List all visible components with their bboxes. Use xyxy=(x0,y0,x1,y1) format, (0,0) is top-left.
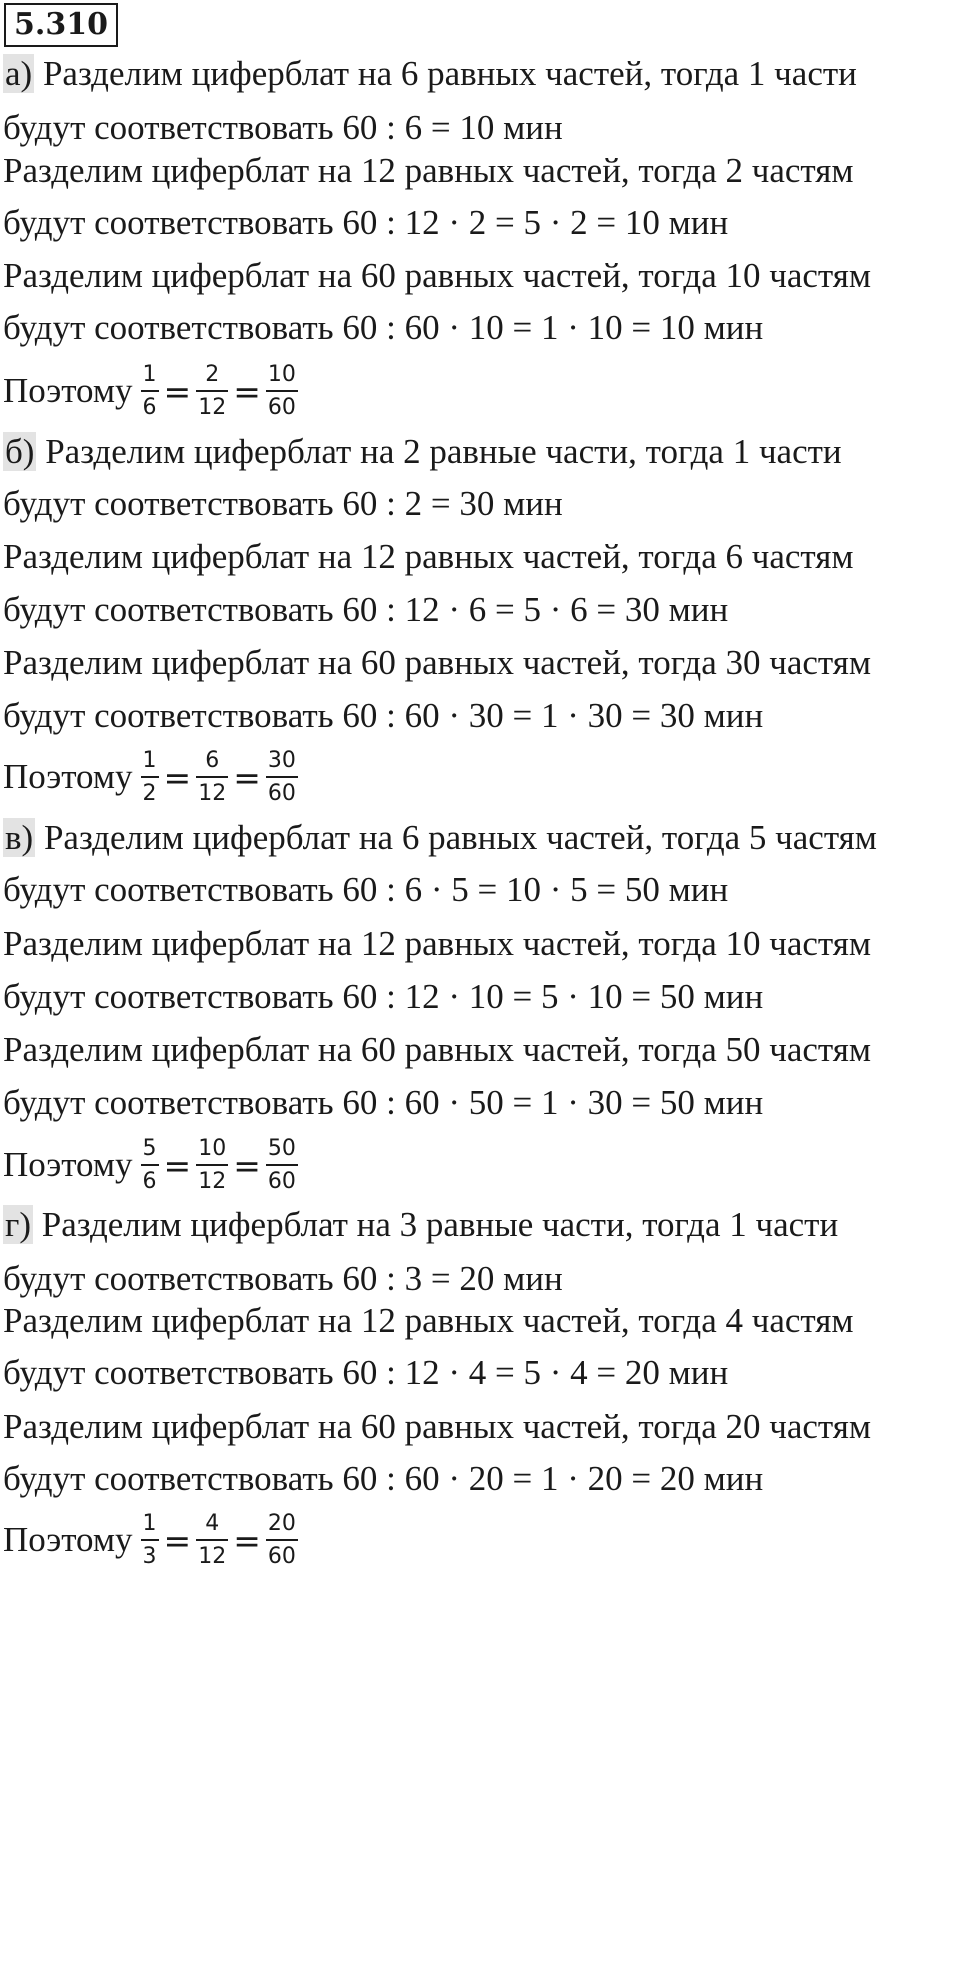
fraction-numerator: 1 xyxy=(142,361,157,387)
line-text: Разделим циферблат на 12 равных частей, тогда 6 частям xyxy=(3,537,854,576)
result-line xyxy=(3,356,298,426)
equals-sign: = xyxy=(233,1520,261,1560)
fraction-numerator: 2 xyxy=(205,361,220,387)
fraction-numerator: 20 xyxy=(267,1510,296,1536)
fraction xyxy=(266,1136,298,1195)
solution-line xyxy=(3,588,728,632)
solution-line xyxy=(3,201,728,245)
fraction-numerator: 50 xyxy=(267,1135,296,1161)
result-line xyxy=(3,1505,298,1575)
fraction xyxy=(196,1511,228,1570)
line-text: Разделим циферблат на 12 равных частей, тогда 4 частям xyxy=(3,1301,854,1340)
fraction-numerator: 4 xyxy=(205,1510,220,1536)
solution-line xyxy=(3,535,853,579)
fraction-denominator: 6 xyxy=(141,390,159,421)
fraction-denominator: 60 xyxy=(266,390,298,421)
fraction xyxy=(141,1136,159,1195)
line-text: будут соответствовать 60 : 12 · 10 = 5 · 10 = 50 мин xyxy=(3,977,764,1016)
solution-line xyxy=(3,106,563,150)
fraction-numerator: 30 xyxy=(267,747,296,773)
line-text: будут соответствовать 60 : 2 = 30 мин xyxy=(3,484,563,523)
section-first-line xyxy=(3,430,842,474)
equals-sign: = xyxy=(163,1145,192,1185)
solution-line xyxy=(3,975,763,1019)
fraction-numerator: 10 xyxy=(267,361,296,387)
fraction xyxy=(196,748,228,807)
fraction-numerator: 5 xyxy=(142,1135,157,1161)
fraction-denominator: 12 xyxy=(196,776,228,807)
result-line xyxy=(3,1130,298,1200)
line-text: Разделим циферблат на 3 равные части, тогда 1 части xyxy=(41,1205,839,1244)
section-first-line xyxy=(3,52,857,96)
solution-line xyxy=(3,482,563,526)
line-text: будут соответствовать 60 : 3 = 20 мин xyxy=(3,1259,563,1298)
fraction-denominator: 12 xyxy=(196,1539,228,1570)
solution-line xyxy=(3,1081,763,1125)
solution-line xyxy=(3,1299,853,1343)
solution-line xyxy=(3,1257,563,1301)
fraction-denominator: 12 xyxy=(196,1164,228,1195)
fraction-denominator: 3 xyxy=(141,1539,159,1570)
fraction xyxy=(141,1511,159,1570)
equals-sign: = xyxy=(233,371,261,411)
line-text: Разделим циферблат на 12 равных частей, тогда 10 частям xyxy=(3,924,871,963)
line-text: будут соответствовать 60 : 12 · 2 = 5 · 2 = 10 мин xyxy=(3,203,729,242)
line-text: будут соответствовать 60 : 6 · 5 = 10 · 5 = 50 мин xyxy=(3,870,729,909)
fraction-denominator: 12 xyxy=(196,390,228,421)
solution-line xyxy=(3,1457,763,1501)
solution-line xyxy=(3,868,728,912)
line-text: Разделим циферблат на 2 равные части, тогда 1 части xyxy=(45,432,842,471)
line-text: будут соответствовать 60 : 60 · 20 = 1 · 20 = 20 мин xyxy=(3,1459,764,1498)
solution-line xyxy=(3,694,763,738)
line-text: будут соответствовать 60 : 60 · 30 = 1 · 30 = 30 мин xyxy=(3,696,764,735)
fraction xyxy=(196,1136,228,1195)
solution-line xyxy=(3,641,871,685)
section-letter: а) xyxy=(5,54,33,93)
solution-line xyxy=(3,149,853,193)
fraction-numerator: 10 xyxy=(198,1135,227,1161)
solution-line xyxy=(3,1028,871,1072)
fraction xyxy=(141,748,159,807)
result-line xyxy=(3,742,298,812)
section-letter: в) xyxy=(5,818,34,857)
result-word: Поэтому xyxy=(3,371,133,410)
line-text: Разделим циферблат на 60 равных частей, тогда 30 частям xyxy=(3,643,871,682)
solution-line xyxy=(3,1351,728,1395)
equals-sign: = xyxy=(163,757,192,797)
solution-line xyxy=(3,922,871,966)
fraction-numerator: 1 xyxy=(142,1510,157,1536)
fraction-denominator: 60 xyxy=(266,776,298,807)
solution-line xyxy=(3,306,763,350)
fraction xyxy=(266,362,298,421)
fraction xyxy=(141,362,159,421)
fraction-denominator: 2 xyxy=(141,776,159,807)
equals-sign: = xyxy=(233,757,261,797)
line-text: будут соответствовать 60 : 12 · 4 = 5 · 4 = 20 мин xyxy=(3,1353,729,1392)
fraction-denominator: 60 xyxy=(266,1539,298,1570)
solution-line xyxy=(3,1405,871,1449)
line-text: Разделим циферблат на 12 равных частей, тогда 2 частям xyxy=(3,151,854,190)
section-letter: б) xyxy=(5,432,35,471)
equals-sign: = xyxy=(233,1145,261,1185)
line-text: будут соответствовать 60 : 60 · 10 = 1 · 10 = 10 мин xyxy=(3,308,764,347)
fraction-numerator: 6 xyxy=(205,747,220,773)
fraction-numerator: 1 xyxy=(142,747,157,773)
section-first-line xyxy=(3,816,877,860)
line-text: Разделим циферблат на 60 равных частей, тогда 50 частям xyxy=(3,1030,871,1069)
solution-line xyxy=(3,254,871,298)
fraction xyxy=(266,1511,298,1570)
equals-sign: = xyxy=(163,1520,192,1560)
section-first-line xyxy=(3,1203,838,1247)
line-text: будут соответствовать 60 : 12 · 6 = 5 · 6 = 30 мин xyxy=(3,590,729,629)
equals-sign: = xyxy=(163,371,192,411)
line-text: Разделим циферблат на 60 равных частей, тогда 20 частям xyxy=(3,1407,871,1446)
fraction-denominator: 6 xyxy=(141,1164,159,1195)
problem-number: 5.310 xyxy=(4,3,118,47)
section-letter: г) xyxy=(5,1205,32,1244)
fraction-denominator: 60 xyxy=(266,1164,298,1195)
fraction xyxy=(266,748,298,807)
line-text: Разделим циферблат на 60 равных частей, тогда 10 частям xyxy=(3,256,871,295)
line-text: Разделим циферблат на 6 равных частей, тогда 1 части xyxy=(42,54,857,93)
line-text: Разделим циферблат на 6 равных частей, тогда 5 частям xyxy=(43,818,877,857)
result-word: Поэтому xyxy=(3,1520,133,1559)
fraction xyxy=(196,362,228,421)
line-text: будут соответствовать 60 : 6 = 10 мин xyxy=(3,108,563,147)
line-text: будут соответствовать 60 : 60 · 50 = 1 · 30 = 50 мин xyxy=(3,1083,764,1122)
result-word: Поэтому xyxy=(3,757,133,796)
result-word: Поэтому xyxy=(3,1145,133,1184)
